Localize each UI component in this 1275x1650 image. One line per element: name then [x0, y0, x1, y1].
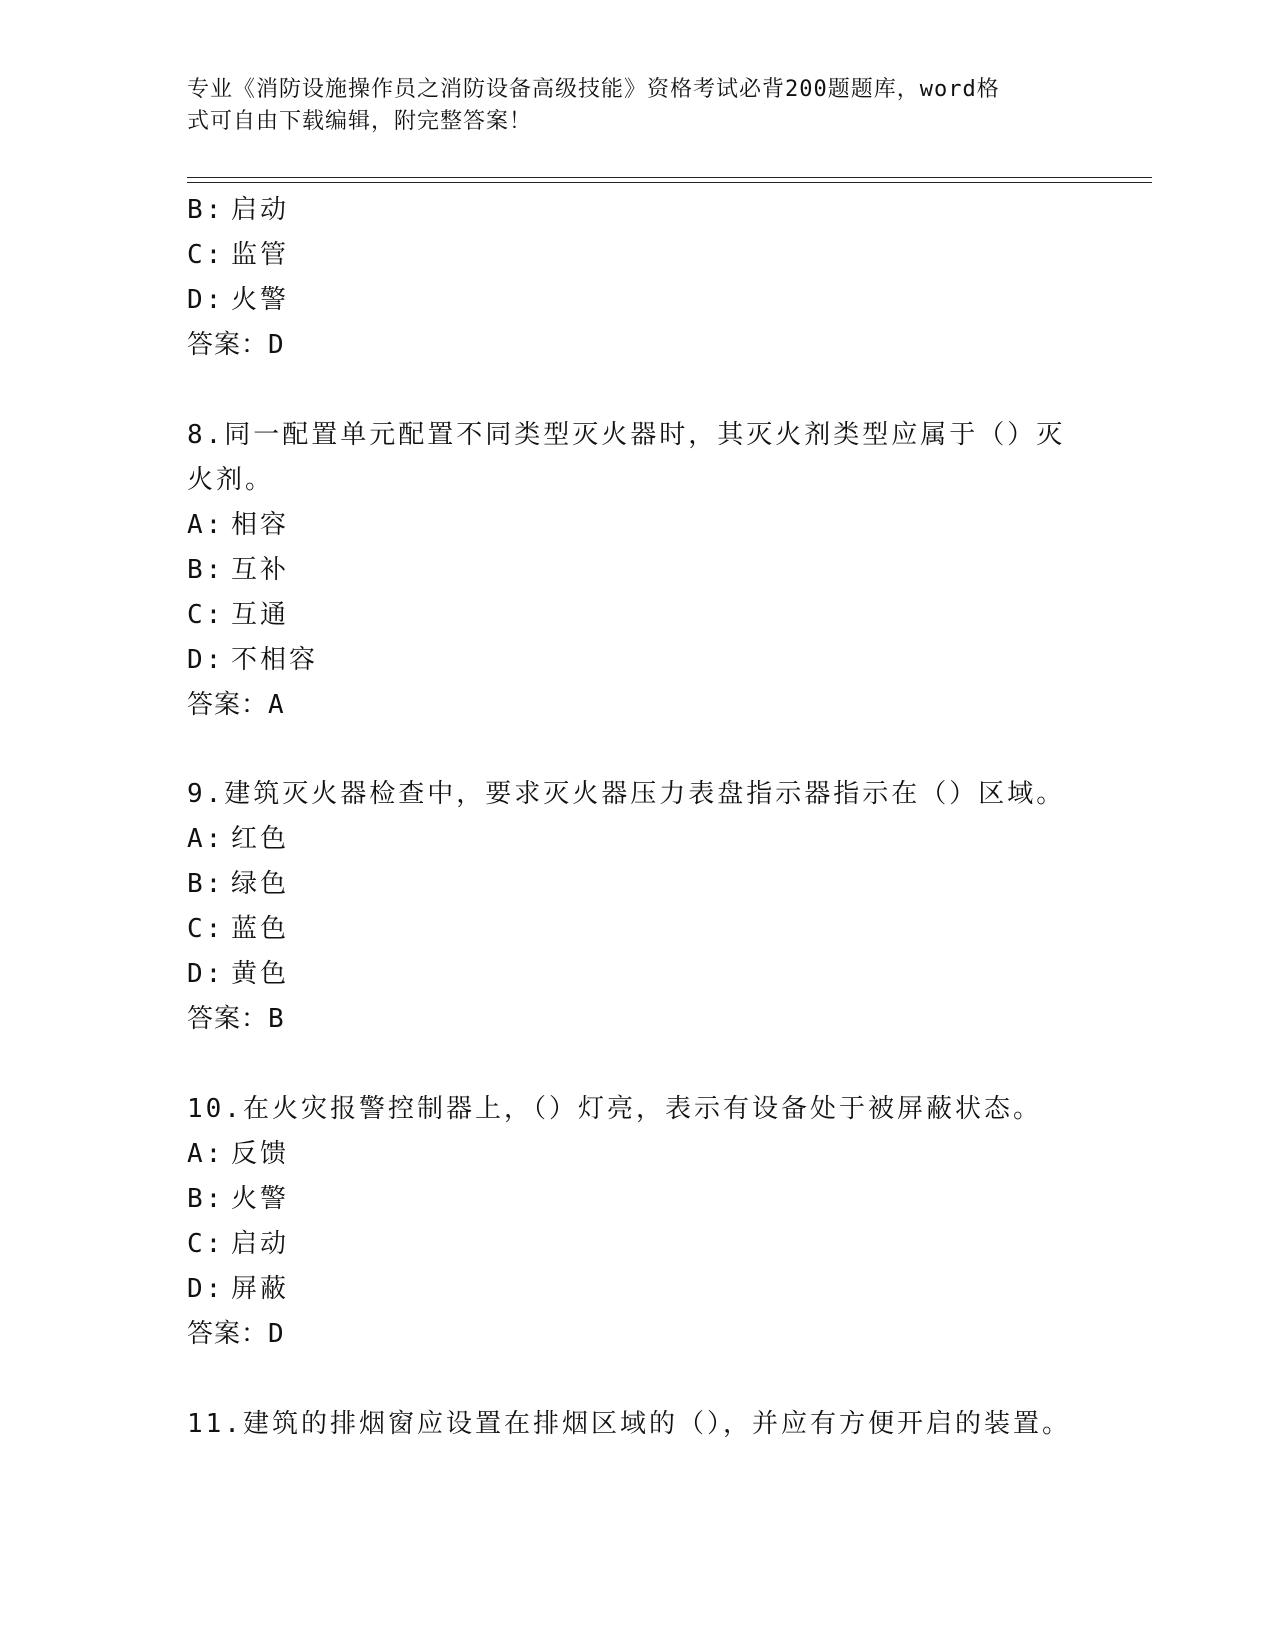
question-11-text: 11.建筑的排烟窗应设置在排烟区域的（），并应有方便开启的装置。 [187, 1409, 1071, 1439]
option-letter: D: [187, 645, 225, 675]
option-letter: C: [187, 600, 225, 630]
option-letter: B: [187, 869, 225, 899]
option-letter: C: [187, 1229, 225, 1259]
question-9-text: 9.建筑灭火器检查中，要求灭火器压力表盘指示器指示在（）区域。 [187, 779, 1066, 809]
option-c [187, 912, 289, 946]
option-c [187, 238, 289, 272]
option-text: 互补 [231, 555, 290, 585]
option-letter: D: [187, 959, 225, 989]
option-d [187, 643, 318, 677]
option-d [187, 957, 289, 991]
option-letter: B: [187, 1184, 225, 1214]
question-8-text-line-2: 火剂。 [187, 465, 275, 495]
option-letter: B: [187, 555, 225, 585]
option-letter: C: [187, 240, 225, 270]
option-text: 启动 [231, 1229, 290, 1259]
option-text: 火警 [231, 1184, 290, 1214]
header-title-line-1: 专业《消防设施操作员之消防设备高级技能》资格考试必背200题题库，word格 [187, 77, 1000, 102]
option-text: 互通 [231, 600, 290, 630]
option-d [187, 283, 289, 317]
option-letter: D: [187, 285, 225, 315]
option-text: 相容 [231, 510, 290, 540]
option-a [187, 822, 289, 856]
document-header [187, 74, 1067, 138]
option-text: 火警 [231, 285, 290, 315]
answer-line: 答案：B [187, 1004, 285, 1034]
option-text: 蓝色 [231, 914, 290, 944]
answer-line: 答案：D [187, 1319, 285, 1349]
option-text: 黄色 [231, 959, 290, 989]
option-letter: A: [187, 510, 225, 540]
option-a [187, 508, 289, 542]
answer-line: 答案：D [187, 330, 285, 360]
option-letter: D: [187, 1274, 225, 1304]
option-text: 启动 [231, 195, 290, 225]
option-text: 屏蔽 [231, 1274, 290, 1304]
option-letter: A: [187, 1139, 225, 1169]
question-10-text: 10.在火灾报警控制器上，（）灯亮，表示有设备处于被屏蔽状态。 [187, 1094, 1042, 1124]
option-b [187, 553, 289, 587]
option-text: 红色 [231, 824, 290, 854]
option-a [187, 1137, 289, 1171]
option-text: 不相容 [231, 645, 319, 675]
option-b [187, 193, 289, 227]
question-8-text-line-1: 8.同一配置单元配置不同类型灭火器时，其灭火剂类型应属于（）灭 [187, 420, 1066, 450]
header-title-line-2: 式可自由下载编辑，附完整答案！ [187, 109, 533, 134]
option-text: 反馈 [231, 1139, 290, 1169]
option-letter: A: [187, 824, 225, 854]
option-d [187, 1272, 289, 1306]
option-c [187, 1227, 289, 1261]
answer-line: 答案：A [187, 690, 285, 720]
header-divider-bottom [187, 182, 1152, 183]
option-letter: C: [187, 914, 225, 944]
option-letter: B: [187, 195, 225, 225]
header-divider-top [187, 177, 1152, 178]
option-b [187, 1182, 289, 1216]
option-text: 监管 [231, 240, 290, 270]
option-text: 绿色 [231, 869, 290, 899]
option-c [187, 598, 289, 632]
option-b [187, 867, 289, 901]
